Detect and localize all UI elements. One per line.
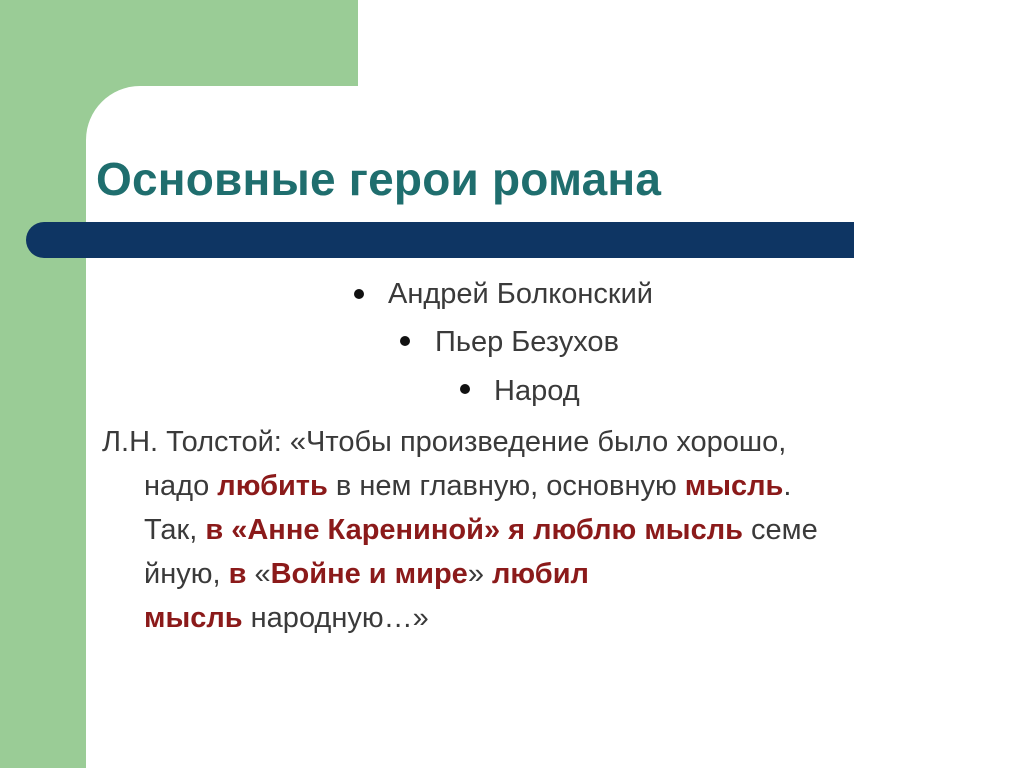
quote-line-4: йную, в «Войне и мире» любил	[144, 558, 589, 590]
tolstoy-quote	[102, 420, 962, 640]
emphasis-text: в	[228, 558, 247, 590]
emphasis-text: любил	[492, 558, 589, 590]
quote-line-3: Так, в «Анне Карениной» я люблю мысль семе	[144, 514, 818, 546]
emphasis-text: мысль	[144, 602, 243, 634]
bullet-dot-icon	[460, 384, 470, 394]
bullet-dot-icon	[400, 336, 410, 346]
emphasis-text: Войне и мире	[270, 558, 468, 590]
slide-title: Основные герои романа	[96, 153, 662, 205]
quote-line-5: мысль народную…»	[144, 602, 429, 634]
bullet-item-bolkonsky: Андрей Болконский	[388, 278, 653, 310]
quote-line-2: надо любить в нем главную, основную мысль.	[144, 470, 792, 502]
title-underline-bar	[26, 222, 854, 258]
bullet-item-bezukhov: Пьер Безухов	[435, 326, 619, 358]
bullet-item-narod: Народ	[494, 375, 580, 407]
emphasis-text: любить	[217, 470, 328, 502]
emphasis-text: мысль	[684, 470, 784, 502]
emphasis-text: в «Анне Карениной» я люблю мысль	[205, 514, 743, 546]
bullet-dot-icon	[354, 289, 364, 299]
quote-line-1: Л.Н. Толстой: «Чтобы произведение было хорошо,	[102, 426, 787, 458]
